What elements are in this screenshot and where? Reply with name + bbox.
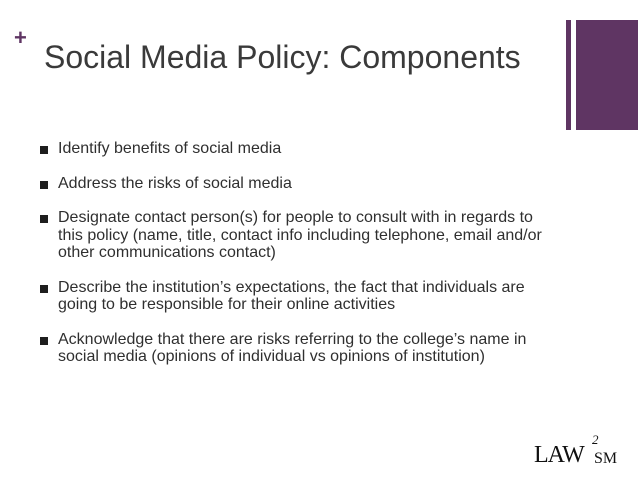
square-bullet-icon	[40, 146, 48, 154]
bullet-text: Acknowledge that there are risks referring to the college’s name in social media (opinions of individual vs opinions of institution)	[58, 330, 527, 365]
square-bullet-icon	[40, 337, 48, 345]
bullet-text: Address the risks of social media	[58, 174, 292, 192]
accent-bar-thick	[576, 20, 638, 130]
plus-sign: +	[14, 25, 27, 50]
accent-bar-thin	[566, 20, 571, 130]
slide-title: Social Media Policy: Components	[44, 39, 521, 75]
law2sm-logo	[534, 432, 620, 472]
bullet-text: Identify benefits of social media	[58, 140, 282, 157]
square-bullet-icon	[40, 215, 48, 223]
logo-sm-text: SM	[594, 450, 618, 467]
bullet-item	[38, 279, 558, 314]
logo-law-text: LAW	[534, 442, 584, 468]
square-bullet-icon	[40, 181, 48, 189]
bullet-item	[38, 331, 558, 366]
bullet-text: Designate contact person(s) for people to consult with in regards to this policy (name, title, contact info including telephone, email and/or other communications contact)	[58, 209, 542, 261]
bullet-item	[38, 209, 558, 262]
bullet-list	[38, 140, 558, 383]
logo-two-text: 2	[592, 432, 599, 447]
bullet-item	[38, 175, 558, 193]
bullet-text: Describe the institution’s expectations, the fact that individuals are going to be responsible for their online activities	[58, 278, 525, 313]
bullet-item	[38, 140, 558, 158]
square-bullet-icon	[40, 285, 48, 293]
